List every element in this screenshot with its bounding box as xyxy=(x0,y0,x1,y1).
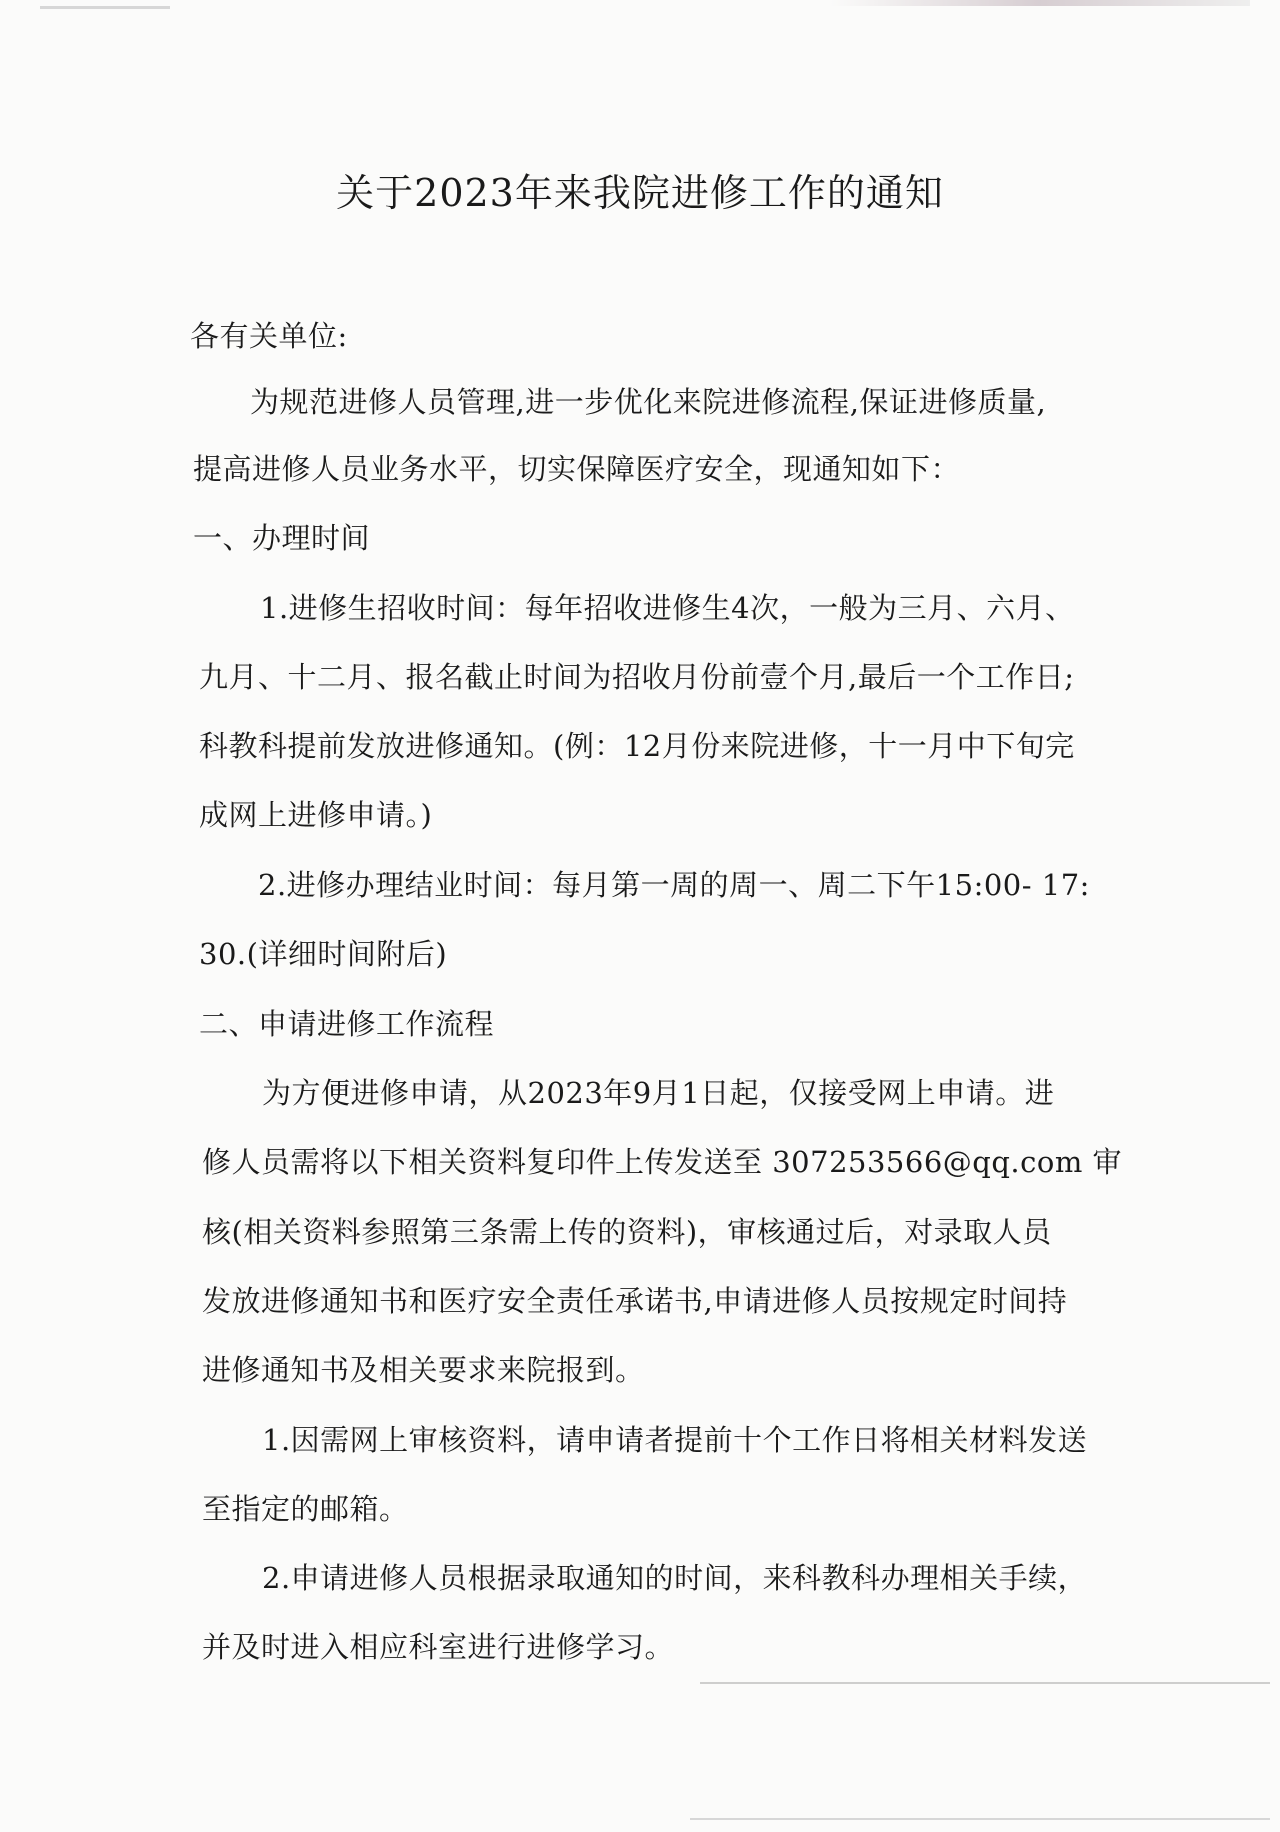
paragraph-line: 1.进修生招收时间：每年招收进修生4次，一般为三月、六月、 xyxy=(260,591,1075,625)
paragraph-line: 九月、十二月、报名截止时间为招收月份前壹个月,最后一个工作日; xyxy=(199,660,1075,694)
paragraph-line: 修人员需将以下相关资料复印件上传发送至 307253566@qq.com 审 xyxy=(202,1145,1123,1179)
paragraph-line: 2.申请进修人员根据录取通知的时间，来科教科办理相关手续， xyxy=(262,1561,1088,1595)
paragraph-line: 并及时进入相应科室进行进修学习。 xyxy=(202,1630,675,1664)
paragraph-line: 1.因需网上审核资料，请申请者提前十个工作日将相关材料发送 xyxy=(262,1423,1088,1457)
scan-artifact xyxy=(690,1818,1270,1820)
document-title: 关于2023年来我院进修工作的通知 xyxy=(336,171,944,215)
paragraph-line: 为方便进修申请，从2023年9月1日起，仅接受网上申请。进 xyxy=(262,1076,1055,1110)
section-heading-2: 二、申请进修工作流程 xyxy=(199,1007,495,1041)
scan-artifact xyxy=(700,1682,1270,1684)
salutation: 各有关单位: xyxy=(190,319,348,353)
paragraph-line: 成网上进修申请。) xyxy=(199,798,433,832)
paragraph-line: 30.(详细时间附后) xyxy=(199,937,448,971)
paragraph-line: 进修通知书及相关要求来院报到。 xyxy=(202,1353,645,1387)
intro-line-1: 为规范进修人员管理,进一步优化来院进修流程,保证进修质量, xyxy=(250,385,1047,419)
scan-artifact xyxy=(830,0,1250,6)
paragraph-line: 发放进修通知书和医疗安全责任承诺书,申请进修人员按规定时间持 xyxy=(202,1284,1068,1318)
section-heading-1: 一、办理时间 xyxy=(193,521,371,555)
paragraph-line: 2.进修办理结业时间：每月第一周的周一、周二下午15:00- 17: xyxy=(258,868,1090,902)
intro-line-2: 提高进修人员业务水平，切实保障医疗安全，现通知如下： xyxy=(193,452,961,486)
paragraph-line: 至指定的邮箱。 xyxy=(202,1492,409,1526)
paragraph-line: 核(相关资料参照第三条需上传的资料)，审核通过后，对录取人员 xyxy=(202,1215,1052,1249)
paragraph-line: 科教科提前发放进修通知。(例：12月份来院进修，十一月中下旬完 xyxy=(199,729,1075,763)
scan-artifact xyxy=(40,6,170,9)
